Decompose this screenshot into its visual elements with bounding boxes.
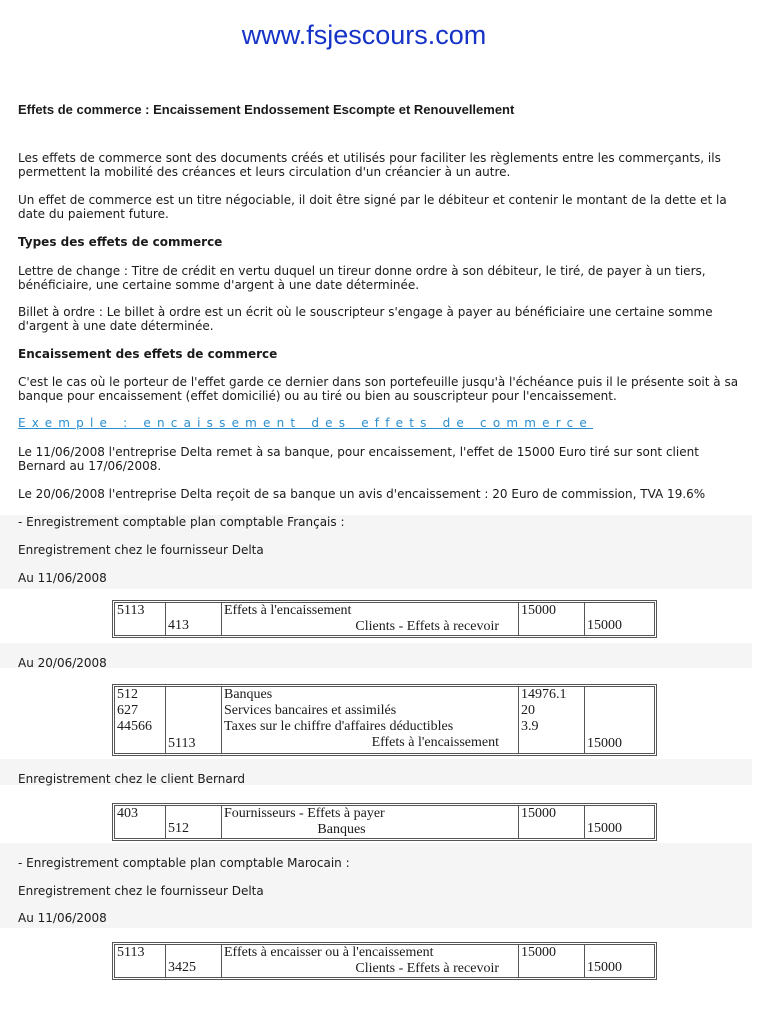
credit-account-column — [165, 603, 222, 635]
ma-date1-label: Au 11/06/2008 — [18, 911, 107, 925]
journal-entry-table-2 — [112, 684, 657, 756]
account-label: Clients - Effets à recevoir — [355, 961, 499, 976]
encaissement-heading: Encaissement des effets de commerce — [18, 347, 278, 361]
account-label: Services bancaires et assimilés — [224, 703, 397, 718]
amount: 15000 — [587, 821, 622, 836]
encaissement-paragraph: C'est le cas où le porteur de l'effet garde ce dernier dans son portefeuille jusqu'à l'échéance puis il le présente soit à sa banque pour encaissement (effet domicilié) ou au tiré ou bien au souscripteur pour l'encaissement. — [18, 375, 739, 403]
lettre-de-change-paragraph: Lettre de change : Titre de crédit en vertu duquel un tireur donne ordre à son débiteur, le tiré, de payer à un tiers, bénéficiaire, une certaine somme d'argent à une date déterminée. — [18, 264, 706, 292]
credit-amount-column — [584, 687, 655, 753]
debit-amount-column — [518, 945, 585, 977]
account-number: 5113 — [117, 945, 145, 960]
debit-amount-column — [518, 603, 585, 635]
intro-paragraph-1: Les effets de commerce sont des documents créés et utilisés pour faciliter les règlements entre les commerçants, ils permettent la mobilité des créances et leurs circulation d'un créancier à un autre. — [18, 151, 721, 179]
intro-paragraph-2: Un effet de commerce est un titre négociable, il doit être signé par le débiteur et contenir le montant de la dette et la date du paiement future. — [18, 193, 727, 221]
credit-account-column — [165, 687, 222, 753]
example-paragraph-1: Le 11/06/2008 l'entreprise Delta remet à sa banque, pour encaissement, l'effet de 15000 Euro tiré sur sont client Bernard au 17/06/2008. — [18, 445, 699, 473]
account-number: 512 — [168, 821, 189, 836]
credit-account-column — [165, 945, 222, 977]
account-label: Banques — [224, 687, 273, 702]
example-paragraph-2: Le 20/06/2008 l'entreprise Delta reçoit de sa banque un avis d'encaissement : 20 Euro de commission, TVA 19.6% — [18, 487, 706, 501]
account-number: 512 — [117, 687, 138, 702]
account-number: 5113 — [168, 736, 196, 751]
amount: 15000 — [587, 736, 622, 751]
account-label: Taxes sur le chiffre d'affaires déductibles — [224, 719, 454, 734]
account-number: 3425 — [168, 960, 196, 975]
account-number: 413 — [168, 618, 189, 633]
account-label: Effets à encaisser ou à l'encaissement — [224, 945, 434, 960]
fr-delta-label: Enregistrement chez le fournisseur Delta — [18, 543, 264, 557]
amount: 15000 — [521, 603, 556, 618]
debit-amount-column — [518, 806, 585, 838]
account-number: 44566 — [117, 719, 152, 734]
fr-plan-label: - Enregistrement comptable plan comptable Français : — [18, 515, 345, 529]
amount: 15000 — [587, 618, 622, 633]
credit-amount-column — [584, 603, 655, 635]
example-link[interactable]: Exemple : encaissement des effets de commerce — [18, 416, 593, 430]
fr-date1-label: Au 11/06/2008 — [18, 571, 107, 585]
debit-account-column — [115, 603, 165, 635]
amount: 15000 — [521, 806, 556, 821]
ma-delta-label: Enregistrement chez le fournisseur Delta — [18, 884, 264, 898]
types-heading: Types des effets de commerce — [18, 235, 223, 249]
fr-date2-label: Au 20/06/2008 — [18, 656, 107, 670]
account-number: 627 — [117, 703, 138, 718]
journal-entry-table-1 — [112, 600, 657, 638]
amount: 15000 — [521, 945, 556, 960]
account-label: Banques — [317, 822, 366, 837]
debit-account-column — [115, 945, 165, 977]
account-label: Clients - Effets à recevoir — [355, 619, 499, 634]
label-column — [221, 603, 519, 635]
journal-entry-table-4 — [112, 942, 657, 980]
debit-account-column — [115, 806, 165, 838]
credit-amount-column — [584, 945, 655, 977]
page-title: Effets de commerce : Encaissement Endossement Escompte et Renouvellement — [18, 102, 515, 117]
account-number: 5113 — [117, 603, 145, 618]
ma-plan-label: - Enregistrement comptable plan comptable Marocain : — [18, 856, 350, 870]
credit-account-column — [165, 806, 222, 838]
account-label: Effets à l'encaissement — [371, 735, 499, 750]
debit-amount-column — [518, 687, 585, 753]
amount: 3.9 — [521, 719, 539, 734]
account-label: Effets à l'encaissement — [224, 603, 352, 618]
journal-entry-table-3 — [112, 803, 657, 841]
fr-bernard-label: Enregistrement chez le client Bernard — [18, 772, 246, 786]
billet-a-ordre-paragraph: Billet à ordre : Le billet à ordre est un écrit où le souscripteur s'engage à payer au bénéficiaire une certaine somme d'argent à une date déterminée. — [18, 305, 713, 333]
label-column — [221, 687, 519, 753]
credit-amount-column — [584, 806, 655, 838]
label-column — [221, 806, 519, 838]
debit-account-column — [115, 687, 165, 753]
account-number: 403 — [117, 806, 138, 821]
amount: 14976.1 — [521, 687, 567, 702]
account-label: Fournisseurs - Effets à payer — [224, 806, 385, 821]
label-column — [221, 945, 519, 977]
site-header[interactable]: www.fsjescours.com — [241, 20, 487, 50]
amount: 15000 — [587, 960, 622, 975]
amount: 20 — [521, 703, 535, 718]
